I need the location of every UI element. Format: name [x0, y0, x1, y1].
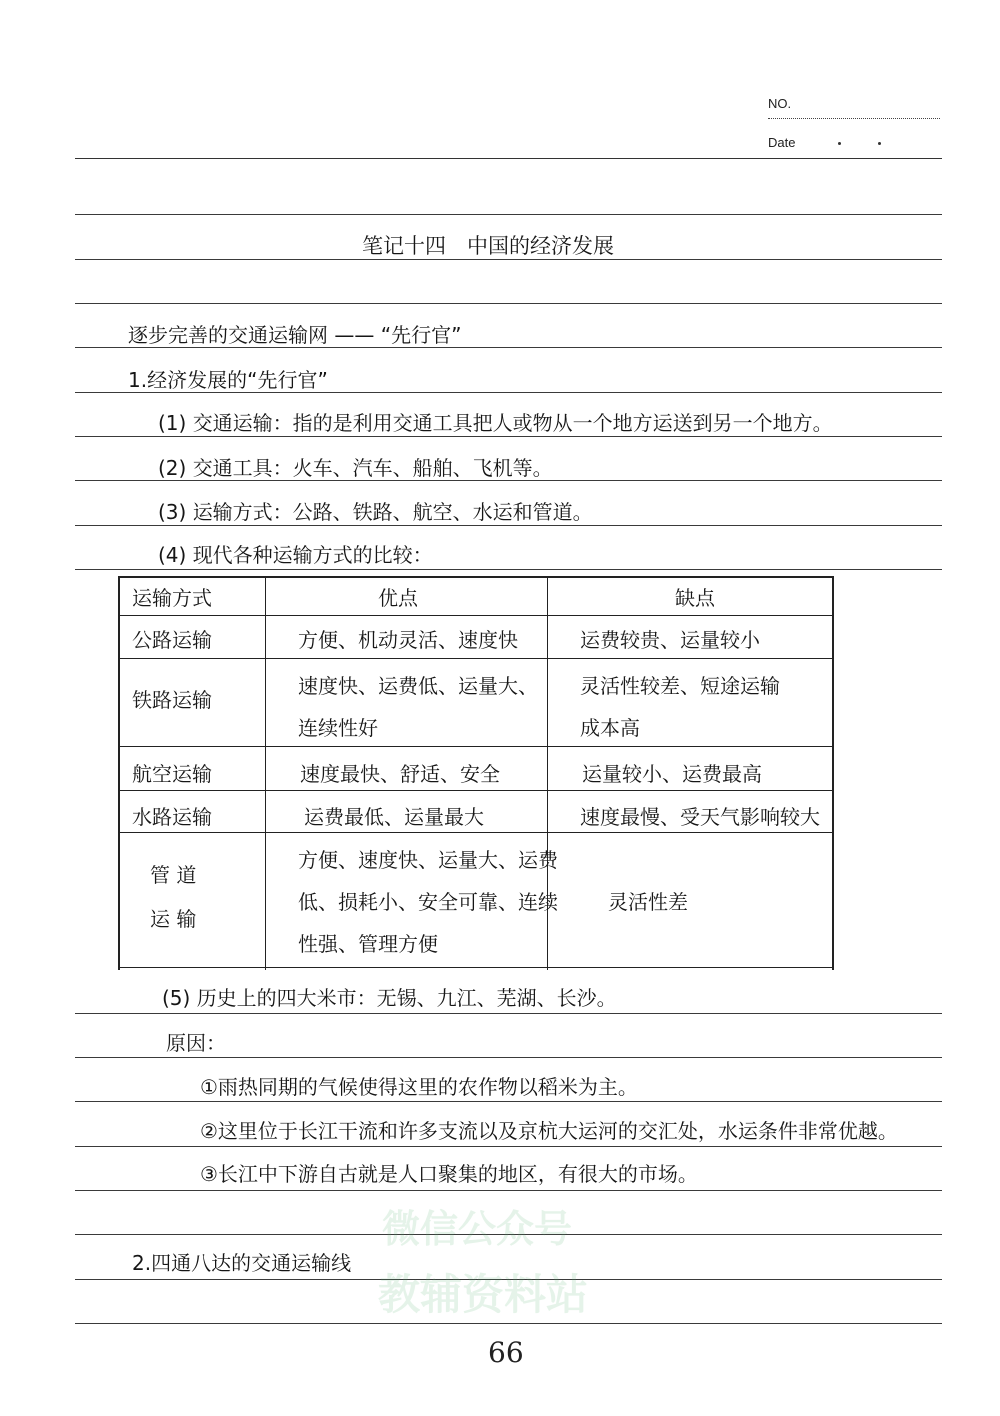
table-row-pros: 速度快、运费低、运量大、 — [298, 674, 538, 698]
point-1: (1) 交通运输：指的是利用交通工具把人或物从一个地方运送到另一个地方。 — [158, 411, 833, 435]
table-divider — [120, 746, 832, 747]
reasons-label: 原因： — [166, 1031, 226, 1055]
ruled-line — [75, 303, 942, 304]
table-divider — [120, 967, 832, 968]
point-2: (2) 交通工具：火车、汽车、船舶、飞机等。 — [158, 456, 553, 480]
ruled-line — [75, 1013, 942, 1014]
ruled-line — [75, 436, 942, 437]
table-row-cons: 运量较小、运费最高 — [582, 762, 762, 786]
point-5: (5) 历史上的四大米市：无锡、九江、芜湖、长沙。 — [162, 986, 617, 1010]
table-row-pros: 连续性好 — [298, 716, 378, 740]
date-dot — [838, 142, 841, 145]
table-row-pros: 运费最低、运量最大 — [304, 805, 484, 829]
reason-3: ③长江中下游自古就是人口聚集的地区，有很大的市场。 — [200, 1162, 698, 1186]
table-row-cons: 灵活性较差、短途运输 — [580, 674, 780, 698]
table-row-cons: 运费较贵、运量较小 — [580, 628, 760, 652]
subheading-2: 2.四通八达的交通运输线 — [132, 1251, 352, 1275]
table-divider — [120, 658, 832, 659]
table-divider — [120, 790, 832, 791]
table-divider — [120, 832, 832, 833]
ruled-line — [75, 392, 942, 393]
table-divider — [265, 578, 266, 970]
table-header-cons: 缺点 — [675, 586, 715, 610]
no-field-line — [768, 118, 940, 119]
table-row-pros: 方便、机动灵活、速度快 — [298, 628, 518, 652]
table-row-mode: 运 输 — [150, 907, 197, 931]
table-row-mode: 航空运输 — [132, 762, 212, 786]
table-row-mode: 管 道 — [150, 863, 197, 887]
ruled-line — [75, 259, 942, 260]
watermark-line-1: 微信公众号 — [382, 1207, 573, 1251]
point-4: (4) 现代各种运输方式的比较： — [158, 543, 433, 567]
ruled-line — [75, 1323, 942, 1324]
point-3: (3) 运输方式：公路、铁路、航空、水运和管道。 — [158, 500, 593, 524]
table-row-cons: 速度最慢、受天气影响较大 — [580, 805, 820, 829]
section-heading: 逐步完善的交通运输网 —— “先行官” — [128, 323, 462, 347]
transport-comparison-table — [118, 576, 834, 970]
table-row-cons: 成本高 — [580, 716, 640, 740]
ruled-line — [75, 347, 942, 348]
ruled-line — [75, 1057, 942, 1058]
ruled-line — [75, 214, 942, 215]
reason-1: ①雨热同期的气候使得这里的农作物以稻米为主。 — [200, 1075, 638, 1099]
page-title: 笔记十四 中国的经济发展 — [362, 234, 614, 258]
table-header-mode: 运输方式 — [132, 586, 212, 610]
ruled-line — [75, 569, 942, 570]
table-header-pros: 优点 — [378, 586, 418, 610]
table-row-mode: 水路运输 — [132, 805, 212, 829]
page-number: 66 — [488, 1336, 524, 1369]
ruled-line — [75, 480, 942, 481]
table-row-pros: 方便、速度快、运量大、运费 — [298, 848, 558, 872]
table-divider — [120, 615, 832, 616]
table-row-cons: 灵活性差 — [608, 890, 688, 914]
date-dot — [878, 142, 881, 145]
table-row-mode: 铁路运输 — [132, 688, 212, 712]
reason-2: ②这里位于长江干流和许多支流以及京杭大运河的交汇处，水运条件非常优越。 — [200, 1119, 898, 1143]
table-row-pros: 速度最快、舒适、安全 — [300, 762, 500, 786]
ruled-line — [75, 1190, 942, 1191]
subheading-1: 1.经济发展的“先行官” — [128, 368, 328, 392]
table-row-mode: 公路运输 — [132, 628, 212, 652]
ruled-line — [75, 525, 942, 526]
ruled-line — [75, 1101, 942, 1102]
date-label: Date — [768, 135, 796, 150]
ruled-line — [75, 1146, 942, 1147]
table-row-pros: 低、损耗小、安全可靠、连续 — [298, 890, 558, 914]
header-rule — [75, 158, 942, 159]
watermark-line-2: 教辅资料站 — [378, 1270, 589, 1319]
table-row-pros: 性强、管理方便 — [298, 932, 438, 956]
no-label: NO. — [768, 96, 792, 111]
